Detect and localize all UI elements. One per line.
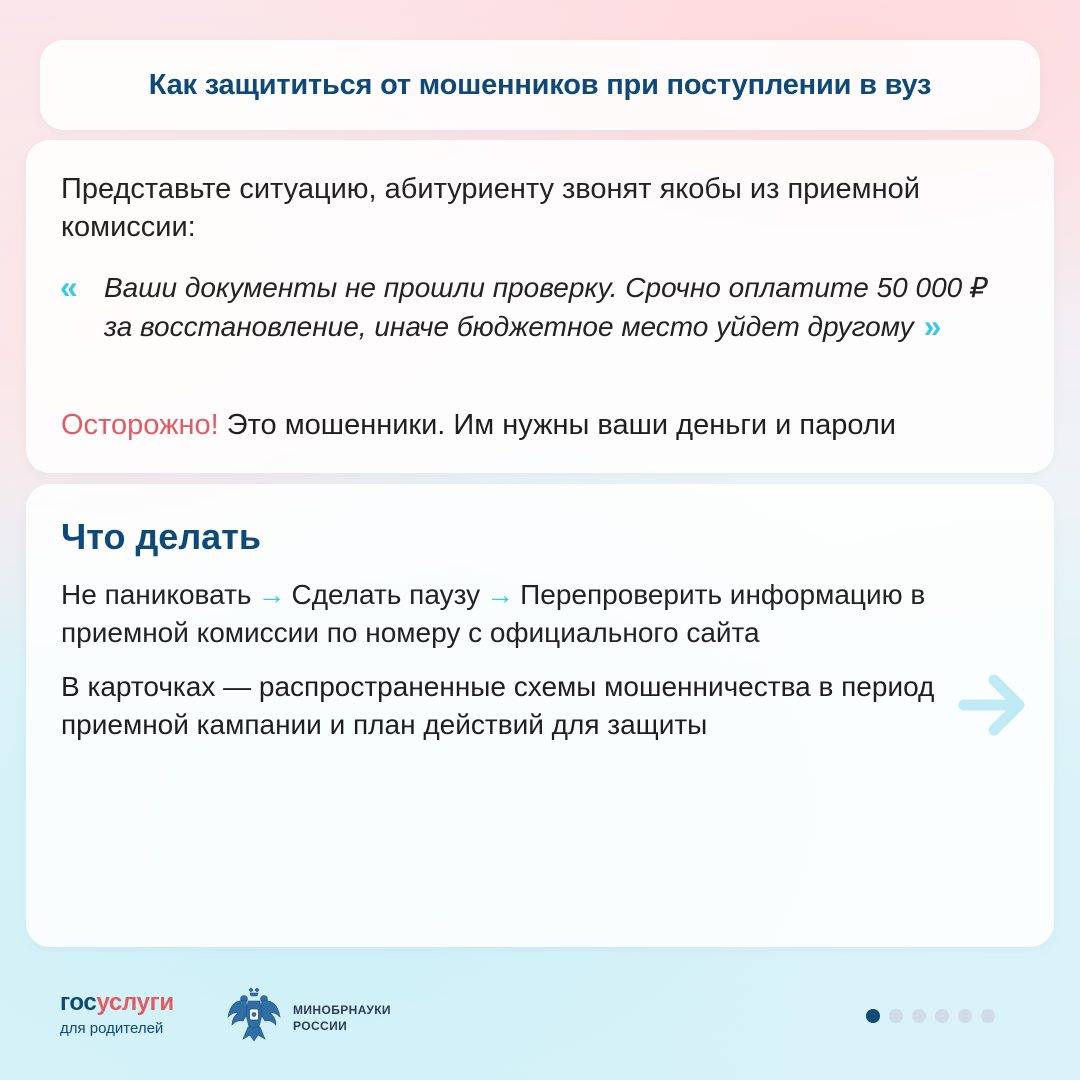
todo-heading: Что делать	[61, 516, 261, 557]
gosuslugi-logo	[60, 990, 174, 1037]
ministry-line-1: МИНОБРНАУКИ	[293, 1003, 391, 1017]
pagination-dots	[866, 1009, 995, 1023]
step-arrow-icon: →	[257, 579, 286, 610]
ministry-label	[293, 1002, 391, 1034]
pagination-dot[interactable]	[889, 1009, 903, 1023]
warning-line	[61, 406, 896, 444]
gosuslugi-wordmark	[60, 990, 174, 1016]
warning-accent: Осторожно!	[61, 409, 219, 441]
step-arrow-icon: →	[486, 579, 515, 610]
pagination-dot-active[interactable]	[866, 1009, 880, 1023]
coat-of-arms-icon	[226, 987, 282, 1045]
ministry-line-2: РОССИИ	[293, 1019, 348, 1033]
pagination-dot[interactable]	[935, 1009, 949, 1023]
step-3: Перепроверить информацию в приемной комиссии по номеру с официального сайта	[61, 579, 926, 648]
cards-note: В карточках — распространенные схемы мошенничества в период приемной кампании и план действий для защиты	[61, 671, 935, 740]
gosuslugi-subtitle: для родителей	[60, 1020, 164, 1037]
gosuslugi-wordmark-part1: гос	[60, 989, 97, 1016]
title-card	[40, 40, 1040, 130]
page-title: Как защититься от мошенников при поступлении в вуз	[148, 68, 932, 101]
step-2: Сделать паузу	[291, 579, 481, 610]
steps-text	[61, 576, 1036, 652]
situation-card	[26, 140, 1054, 473]
step-1: Не паниковать	[61, 579, 252, 610]
warning-text: Это мошенники. Им нужны ваши деньги и пароли	[226, 409, 896, 441]
scam-quote	[104, 269, 1004, 346]
quote-open-icon: «	[60, 269, 72, 305]
pagination-dot[interactable]	[958, 1009, 972, 1023]
pagination-dot[interactable]	[981, 1009, 995, 1023]
arrow-right-icon[interactable]	[956, 670, 1028, 740]
scam-quote-text: Ваши документы не прошли проверку. Срочно оплатите 50 000 ₽ за восстановление, иначе бюджетное место уйдет другому	[104, 272, 988, 342]
quote-close-icon: »	[923, 308, 936, 344]
gosuslugi-wordmark-part2: услуги	[96, 989, 174, 1016]
todo-card	[26, 484, 1054, 947]
pagination-dot[interactable]	[912, 1009, 926, 1023]
situation-intro: Представьте ситуацию, абитуриенту звонят якобы из приемной комиссии:	[61, 173, 920, 243]
